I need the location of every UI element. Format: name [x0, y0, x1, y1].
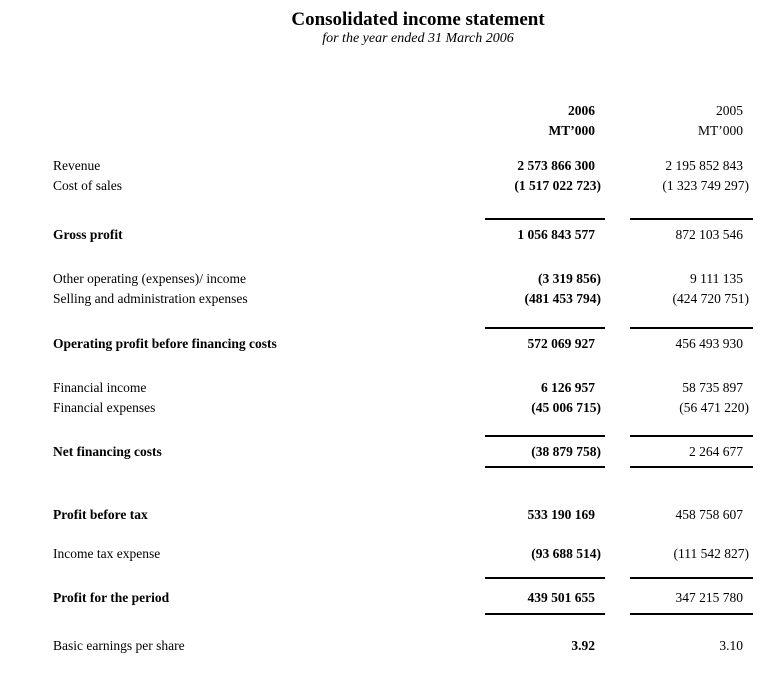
- row-gross-profit: [53, 225, 753, 245]
- row-operating-profit: [53, 334, 753, 354]
- value-2005: 3.10: [719, 638, 743, 653]
- column-header-year-row: [53, 101, 753, 121]
- column-header-unit-2006: MT’000: [548, 123, 595, 138]
- row-label: Cost of sales: [53, 178, 122, 193]
- value-2006: 2 573 866 300: [517, 158, 595, 173]
- row-label: Profit for the period: [53, 590, 170, 605]
- row-other-operating: [53, 269, 753, 289]
- value-2005: (56 471 220): [679, 400, 749, 415]
- row-label: Profit before tax: [53, 507, 148, 522]
- row-income-tax-expense: [53, 544, 753, 564]
- row-label: Basic earnings per share: [53, 638, 185, 653]
- row-profit-for-period: [53, 588, 753, 608]
- column-header-year-2005: 2005: [716, 103, 743, 118]
- subtotal-rule: [53, 466, 753, 469]
- page-title: Consolidated income statement: [291, 9, 545, 30]
- value-2006: 6 126 957: [541, 380, 595, 395]
- row-financial-income: [53, 378, 753, 398]
- value-2005: 347 215 780: [675, 590, 743, 605]
- value-2005: 872 103 546: [675, 227, 743, 242]
- value-2005: (424 720 751): [672, 291, 749, 306]
- row-label: Other operating (expenses)/ income: [53, 271, 247, 286]
- value-2006: 533 190 169: [527, 507, 595, 522]
- row-basic-eps: [53, 636, 753, 656]
- value-2005: (1 323 749 297): [662, 178, 749, 193]
- row-label: Financial expenses: [53, 400, 156, 415]
- value-2005: 2 264 677: [689, 444, 743, 459]
- subtotal-rule: [53, 327, 753, 330]
- value-2005: 58 735 897: [682, 380, 743, 395]
- value-2006: 439 501 655: [527, 590, 595, 605]
- row-label: Gross profit: [53, 227, 123, 242]
- row-label: Net financing costs: [53, 444, 162, 459]
- column-header-year-2006: 2006: [568, 103, 595, 118]
- value-2005: (111 542 827): [673, 546, 749, 561]
- value-2006: (38 879 758): [531, 444, 601, 459]
- row-label: Selling and administration expenses: [53, 291, 248, 306]
- row-label: Financial income: [53, 380, 147, 395]
- value-2006: 3.92: [571, 638, 595, 653]
- page-subtitle: for the year ended 31 March 2006: [322, 31, 514, 46]
- row-label: Operating profit before financing costs: [53, 336, 277, 351]
- income-statement-table: [0, 101, 773, 656]
- total-rule: [53, 613, 753, 616]
- subtotal-rule: [53, 435, 753, 438]
- column-header-unit-2005: MT’000: [698, 123, 743, 138]
- value-2006: (93 688 514): [531, 546, 601, 561]
- row-revenue: [53, 156, 753, 176]
- value-2006: (1 517 022 723): [514, 178, 601, 193]
- row-label: Revenue: [53, 158, 101, 173]
- value-2005: 9 111 135: [690, 271, 743, 286]
- row-financial-expenses: [53, 398, 753, 418]
- document-heading: [0, 0, 773, 47]
- value-2006: (3 319 856): [538, 271, 601, 286]
- value-2006: (481 453 794): [524, 291, 601, 306]
- column-header-unit-row: [53, 121, 753, 141]
- value-2005: 458 758 607: [675, 507, 743, 522]
- value-2005: 456 493 930: [675, 336, 743, 351]
- row-profit-before-tax: [53, 505, 753, 525]
- subtotal-rule: [53, 577, 753, 580]
- value-2006: 572 069 927: [527, 336, 595, 351]
- row-net-financing-costs: [53, 442, 753, 462]
- row-selling-admin: [53, 289, 753, 309]
- value-2006: 1 056 843 577: [517, 227, 595, 242]
- row-label: Income tax expense: [53, 546, 161, 561]
- value-2005: 2 195 852 843: [665, 158, 743, 173]
- subtotal-rule: [53, 218, 753, 221]
- value-2006: (45 006 715): [531, 400, 601, 415]
- row-cost-of-sales: [53, 176, 753, 196]
